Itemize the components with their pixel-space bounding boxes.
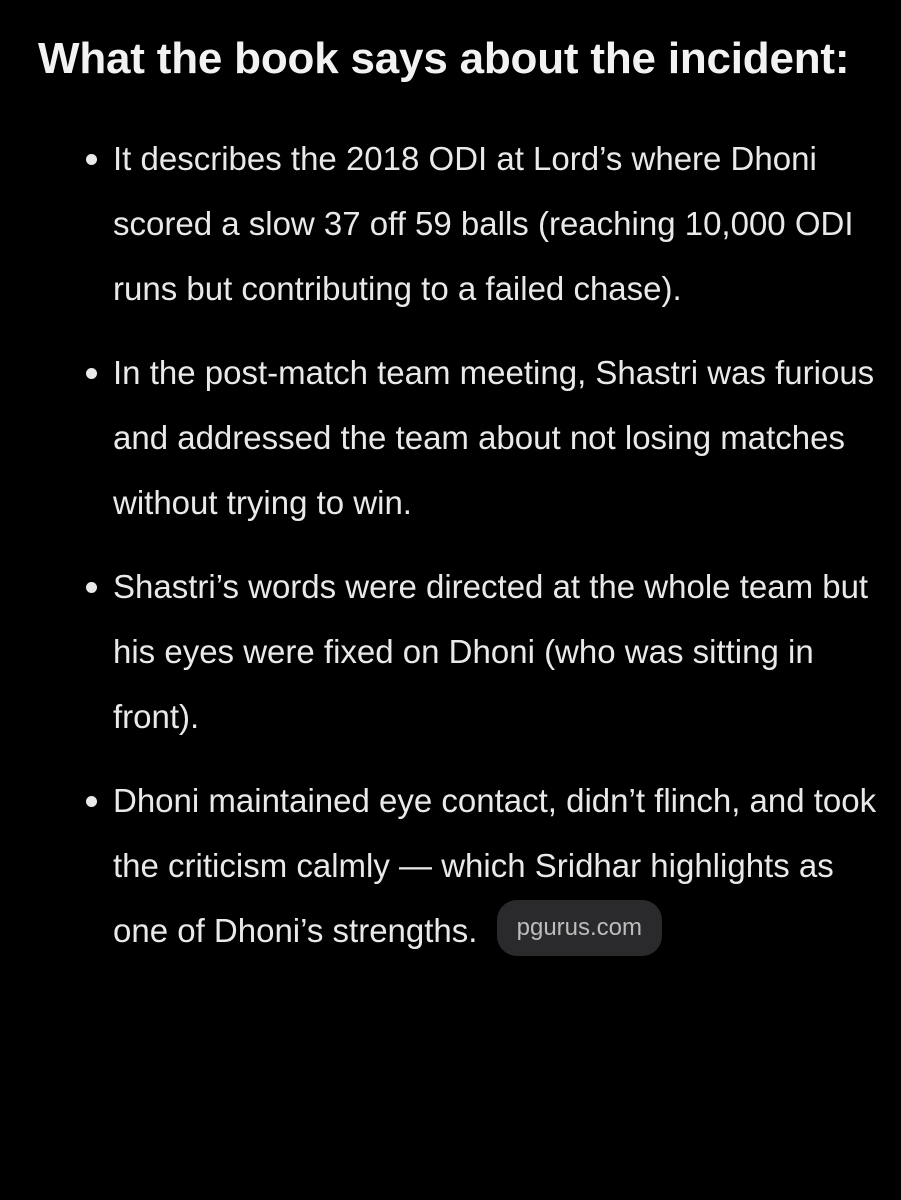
answer-section [38,20,883,982]
bullet-item [38,126,883,321]
bullet-dot-icon [86,796,97,807]
bullet-text: In the post-match team meeting, Shastri was furious and addressed the team about not losing matches without trying to win. [113,354,875,521]
bullet-item [38,340,883,535]
bullet-item [38,768,883,963]
section-heading: What the book says about the incident: [38,34,850,83]
bullet-dot-icon [86,368,97,379]
bullet-dot-icon [86,154,97,165]
bullet-text: Shastri’s words were directed at the whole team but his eyes were fixed on Dhoni (who was sitting in front). [113,568,869,735]
source-citation-chip[interactable]: pgurus.com [497,900,662,956]
bullet-text: Dhoni maintained eye contact, didn’t flinch, and took the criticism calmly — which Sridhar highlights as one of Dhoni’s strengths. [113,782,877,949]
bullet-dot-icon [86,582,97,593]
bullet-text: It describes the 2018 ODI at Lord’s where Dhoni scored a slow 37 off 59 balls (reaching 10,000 ODI runs but contributing to a failed chase). [113,140,854,307]
bullet-list [38,126,883,963]
bullet-item [38,554,883,749]
